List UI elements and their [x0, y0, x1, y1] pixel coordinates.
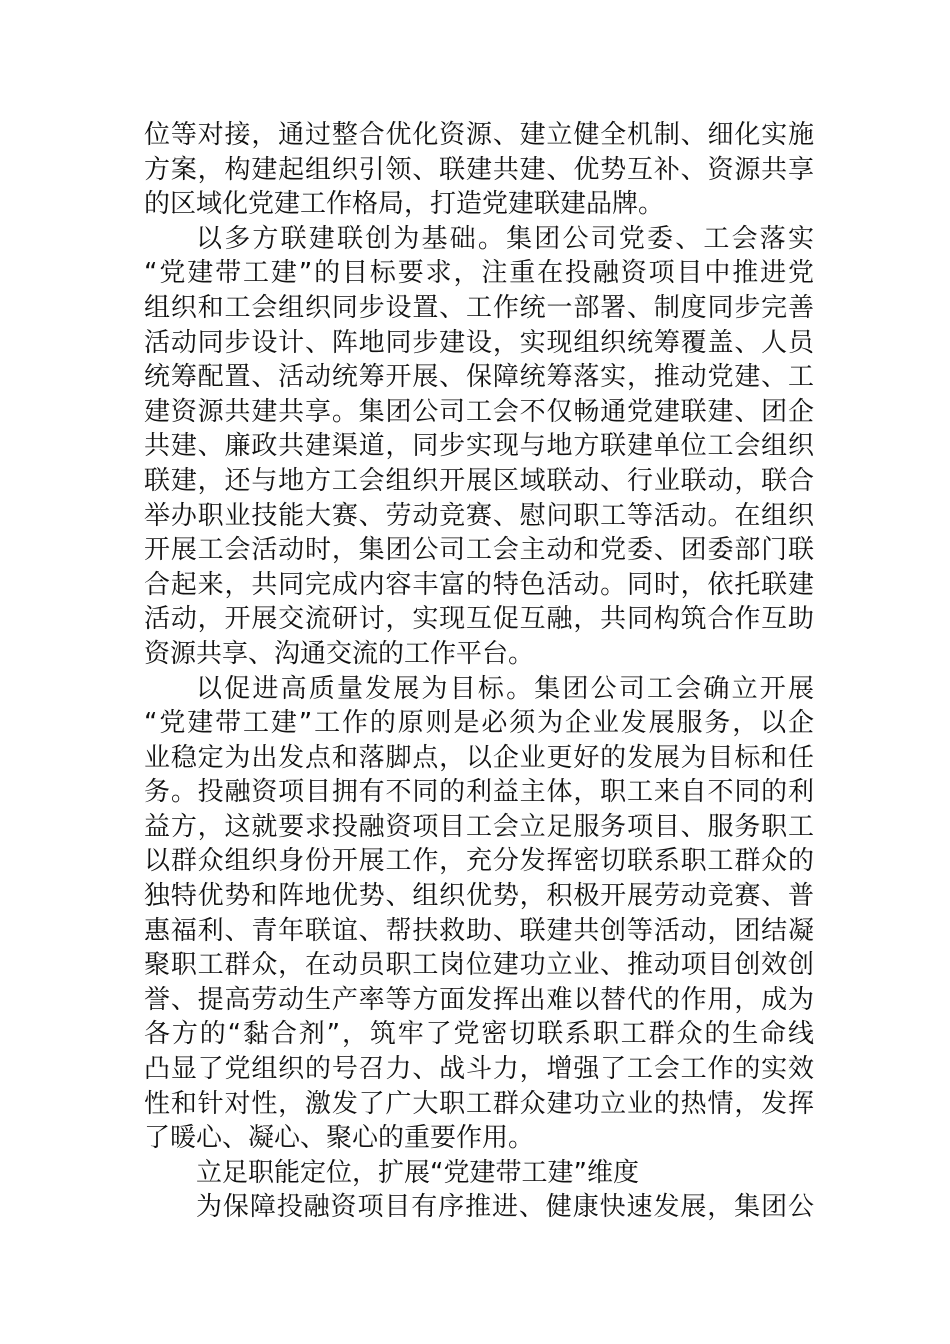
text-line: 务。投融资项目拥有不同的利益主体，职工来自不同的利 — [144, 777, 814, 808]
text-line: 方案，构建起组织引领、联建共建、优势互补、资源共享 — [144, 154, 814, 185]
text-line: 以促进高质量发展为目标。集团公司工会确立开展 — [196, 673, 814, 704]
text-line: 共建、廉政共建渠道，同步实现与地方联建单位工会组织 — [144, 431, 814, 462]
text-line: 资源共享、沟通交流的工作平台。 — [144, 638, 535, 669]
body-text — [144, 118, 814, 1225]
text-line: 益方，这就要求投融资项目工会立足服务项目、服务职工 — [144, 811, 814, 842]
text-line: “党建带工建”的目标要求，注重在投融资项目中推进党 — [144, 258, 814, 289]
text-line: 聚职工群众，在动员职工岗位建功立业、推动项目创效创 — [144, 950, 814, 981]
text-line: 惠福利、青年联谊、帮扶救助、联建共创等活动，团结凝 — [144, 915, 814, 946]
text-line: 联建，还与地方工会组织开展区域联动、行业联动，联合 — [144, 465, 814, 496]
text-line: 为保障投融资项目有序推进、健康快速发展，集团公 — [196, 1192, 814, 1223]
text-line: 位等对接，通过整合优化资源、建立健全机制、细化实施 — [144, 120, 814, 150]
text-line: 合起来，共同完成内容丰富的特色活动。同时，依托联建 — [144, 569, 814, 600]
text-line: 独特优势和阵地优势、组织优势，积极开展劳动竞赛、普 — [144, 881, 814, 912]
text-line: 立足职能定位，扩展“党建带工建”维度 — [196, 1157, 639, 1188]
text-line: 统筹配置、活动统筹开展、保障统筹落实，推动党建、工 — [144, 362, 814, 393]
text-line: 以群众组织身份开展工作，充分发挥密切联系职工群众的 — [144, 846, 814, 877]
text-line: 的区域化党建工作格局，打造党建联建品牌。 — [144, 189, 665, 220]
text-line: 活动同步设计、阵地同步建设，实现组织统筹覆盖、人员 — [144, 327, 814, 358]
text-line: 组织和工会组织同步设置、工作统一部署、制度同步完善 — [144, 292, 814, 323]
text-line: “党建带工建”工作的原则是必须为企业发展服务，以企 — [144, 708, 814, 739]
text-line: 业稳定为出发点和落脚点，以企业更好的发展为目标和任 — [144, 742, 814, 773]
text-line: 举办职业技能大赛、劳动竞赛、慰问职工等活动。在组织 — [144, 500, 814, 531]
text-line: 凸显了党组织的号召力、战斗力，增强了工会工作的实效 — [144, 1054, 814, 1085]
text-line: 开展工会活动时，集团公司工会主动和党委、团委部门联 — [144, 535, 814, 566]
text-line: 了暖心、凝心、聚心的重要作用。 — [144, 1123, 535, 1154]
text-line: 性和针对性，激发了广大职工群众建功立业的热情，发挥 — [144, 1088, 814, 1119]
text-line: 以多方联建联创为基础。集团公司党委、工会落实 — [196, 223, 814, 254]
text-line: 各方的“黏合剂”，筑牢了党密切联系职工群众的生命线 — [144, 1019, 814, 1050]
text-line: 活动，开展交流研讨，实现互促互融，共同构筑合作互助 — [144, 604, 814, 635]
text-line: 建资源共建共享。集团公司工会不仅畅通党建联建、团企 — [144, 396, 814, 427]
text-line: 誉、提高劳动生产率等方面发挥出难以替代的作用，成为 — [144, 984, 814, 1015]
